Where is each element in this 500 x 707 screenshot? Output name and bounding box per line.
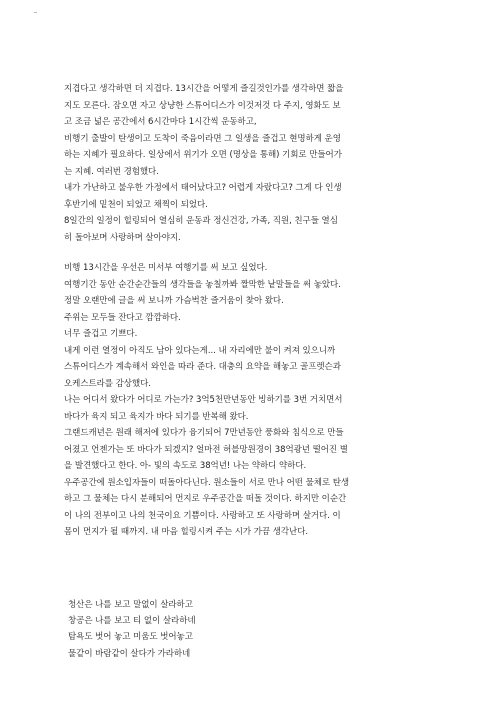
- poem-block: [68, 597, 368, 662]
- text-line: 너무 즐겁고 기쁘다.: [64, 329, 138, 339]
- text-line: 바다가 육지 되고 육지가 바다 되기를 반복해 왔다.: [64, 411, 249, 422]
- poem-line: 물같이 바람같이 살다가 가라하네: [68, 648, 191, 659]
- text-line: 후반기에 밑천이 되었고 채찍이 되었다.: [64, 199, 208, 210]
- text-line: 주위는 모두들 잔다고 깜깜하다.: [64, 312, 181, 323]
- text-line: 내게 이런 열정이 아직도 남아 있다는게... 내 자리에만 불이 켜져 있으니까: [64, 345, 336, 356]
- text-line: 몸이 먼지가 될 때까지. 내 마음 힐링시켜 주는 시가 가끔 생각난다.: [64, 527, 309, 537]
- poem-line: 창공은 나를 보고 티 없이 살라하네: [68, 616, 196, 627]
- poem-line: 탐욕도 벗어 놓고 미움도 벗어놓고: [68, 632, 193, 643]
- text-line: 고 조금 넓은 공간에서 6시간마다 1시간씩 운동하고,: [64, 117, 257, 127]
- text-line: 스튜어디스가 계속해서 와인을 따라 준다. 대충의 요약을 해놓고 골프렛슨과: [64, 362, 341, 372]
- text-line: 지겹다고 생각하면 더 지겹다. 13시간을 어떻게 즐길것인가를 생각하면 짧을: [64, 84, 344, 94]
- text-line: 지도 모른다. 잠오면 자고 상냥한 스튜어디스가 이것저것 다 주지, 영화도 보: [64, 100, 341, 111]
- text-line: 하는 지혜가 필요하다. 일상에서 위기가 오면 (명상을 통해) 기회로 만들어가: [64, 150, 342, 160]
- text-line: 을 발견했다고 한다. 아- 빛의 속도로 38억년! 나는 약하디 약하다.: [64, 461, 307, 471]
- text-line: 어졌고 언젠가는 또 바다가 되겠지? 얼마전 허블망원경이 38억광년 떨어진 별: [64, 444, 348, 455]
- text-line: 정말 오랜만에 글을 써 보니까 가슴벅찬 즐거움이 찾아 왔다.: [64, 296, 284, 306]
- text-line: 하고 그 물체는 다시 분해되어 먼지로 우주공간을 떠돌 것이다. 하지만 이순간: [64, 494, 347, 504]
- paragraph-flight-journal: [64, 260, 456, 541]
- text-line: 는 지혜. 여러번 경험했다.: [64, 166, 159, 177]
- text-line: 8일간의 일정이 힐링되어 열심히 운동과 정신건강, 가족, 직원, 친구들 열심: [64, 216, 338, 226]
- text-line: 히 돌아보며 사랑하며 살아야지.: [64, 232, 181, 243]
- text-line: 비행기 출발이 탄생이고 도착이 죽음이라면 그 일생을 즐겁고 현명하게 운영: [64, 133, 341, 144]
- poem-line: 청산은 나를 보고 말없이 살라하고: [68, 600, 193, 610]
- text-line: 나는 어디서 왔다가 어디로 가는가? 3억5천만년동안 빙하기를 3번 거치면서: [64, 395, 343, 405]
- text-line: 내가 가난하고 불우한 가정에서 태어났다고? 어렵게 자랐다고? 그게 다 인생: [64, 183, 342, 193]
- text-line: 여행기간 동안 순간순간들의 생각들을 놓칠까봐 짤막한 낱말들을 써 놓았다.: [64, 279, 341, 290]
- text-line: 우주공간에 원소입자들이 떠돌아다닌다. 원소들이 서로 만나 어떤 물체로 탄생: [64, 477, 350, 488]
- text-line: 오케스트라를 감상했다.: [64, 378, 151, 389]
- paragraph-reflection: [64, 81, 456, 246]
- essay-body: [64, 81, 456, 541]
- text-line: 이 나의 전부이고 나의 천국이요 기쁨이다. 사랑하고 또 사랑하며 살거다. 이: [64, 510, 341, 521]
- text-line: 비행 13시간을 우선은 미서부 여행기를 써 보고 싶었다.: [64, 263, 268, 273]
- text-line: 그랜드캐년은 원래 해저에 있다가 융기되어 7만년동안 풍화와 침식으로 만들: [64, 428, 344, 438]
- paragraph-gap: [64, 246, 456, 260]
- scan-speck: [34, 12, 37, 13]
